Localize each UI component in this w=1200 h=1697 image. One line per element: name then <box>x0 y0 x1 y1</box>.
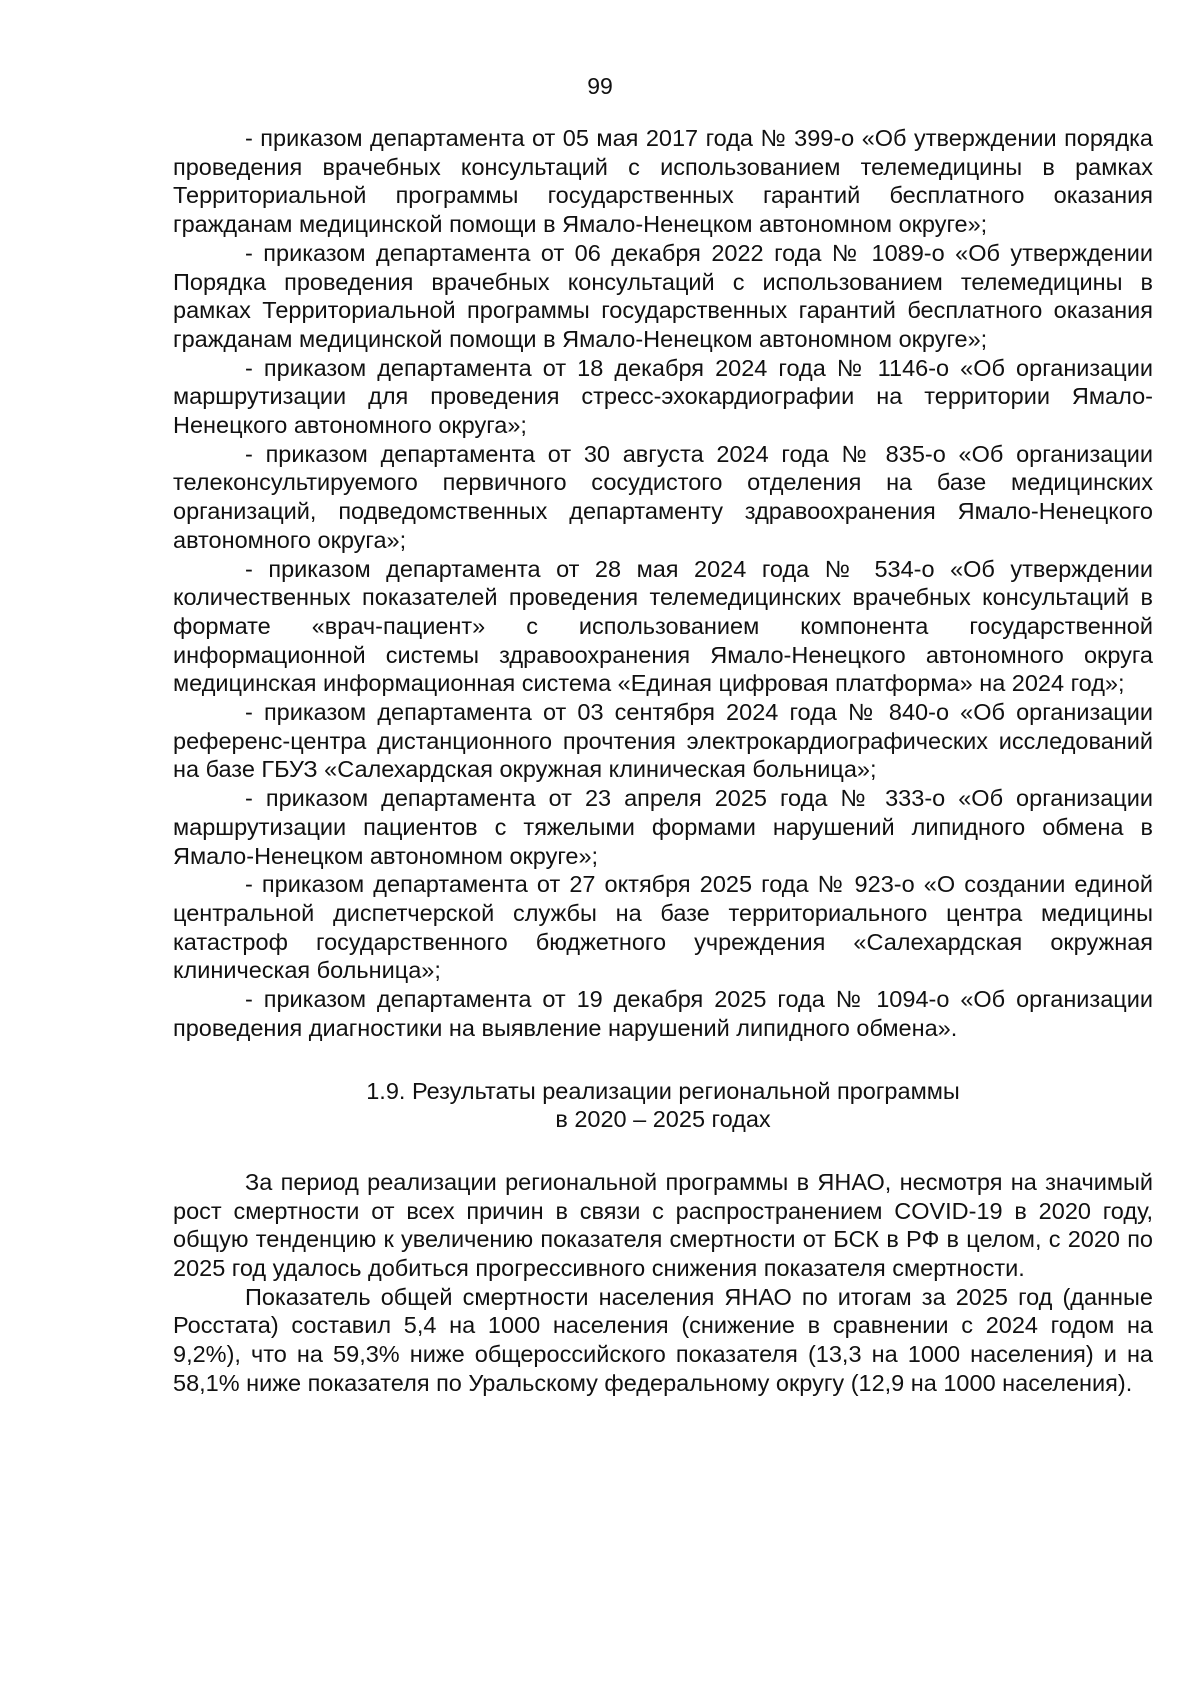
order-item: - приказом департамента от 05 мая 2017 года № 399-о «Об утверждении порядка проведения врачебных консультаций с использованием телемедицины в рамках Территориальной программы государственных гарантий бесплатного оказания гражданам медицинской помощи в Ямало-Ненецком автономном округе»; <box>173 125 1153 238</box>
document-body <box>173 124 1153 1398</box>
section-heading-line2: в 2020 – 2025 годах <box>555 1106 771 1133</box>
order-item: - приказом департамента от 06 декабря 2022 года № 1089-о «Об утверждении Порядка проведения врачебных консультаций с использованием телемедицины в рамках Территориальной программы государственных гарантий бесплатного оказания гражданам медицинской помощи в Ямало-Ненецком автономном округе»; <box>173 239 1153 352</box>
order-item: - приказом департамента от 23 апреля 2025 года № 333-о «Об организации маршрутизации пациентов с тяжелыми формами нарушений липидного обмена в Ямало-Ненецком автономном округе»; <box>173 785 1153 869</box>
order-item: - приказом департамента от 03 сентября 2024 года № 840-о «Об организации референс-центра дистанционного прочтения электрокардиографических исследований на базе ГБУЗ «Салехардская окружная клиническая больница»; <box>173 699 1153 783</box>
section-heading <box>173 1077 1153 1134</box>
body-paragraph: Показатель общей смертности населения ЯНАО по итогам за 2025 год (данные Росстата) составил 5,4 на 1000 населения (снижение в сравнении с 2024 годом на 9,2%), что на 59,3% ниже общероссийского показателя (13,3 на 1000 населения) и на 58,1% ниже показателя по Уральскому федеральному округу (12,9 на 1000 населения). <box>173 1283 1153 1396</box>
order-item: - приказом департамента от 19 декабря 2025 года № 1094-о «Об организации проведения диагностики на выявление нарушений липидного обмена». <box>173 986 1153 1041</box>
order-item: - приказом департамента от 27 октября 2025 года № 923-о «О создании единой центральной диспетчерской службы на базе территориального центра медицины катастроф государственного бюджетного учреждения «Салехардская окружная клиническая больница»; <box>173 871 1153 984</box>
page-number: 99 <box>587 73 613 99</box>
order-item: - приказом департамента от 18 декабря 2024 года № 1146-о «Об организации маршрутизации для проведения стресс-эхокардиографии на территории Ямало-Ненецкого автономного округа»; <box>173 354 1153 439</box>
section-heading-line1: 1.9. Результаты реализации региональной программы <box>366 1077 960 1104</box>
order-item: - приказом департамента от 30 августа 2024 года № 835-о «Об организации телеконсультируемого первичного сосудистого отделения на базе медицинских организаций, подведомственных департаменту здравоохранения Ямало-Ненецкого автономного округа»; <box>173 440 1153 553</box>
order-item: - приказом департамента от 28 мая 2024 года № 534-о «Об утверждении количественных показателей проведения телемедицинских врачебных консультаций в формате «врач-пациент» с использованием компонента государственной информационной системы здравоохранения Ямало-Ненецкого автономного округа медицинская информационная система «Единая цифровая платформа» на 2024 год»; <box>173 555 1153 697</box>
body-paragraph: За период реализации региональной программы в ЯНАО, несмотря на значимый рост смертности от всех причин в связи с распространением COVID-19 в 2020 году, общую тенденцию к увеличению показателя смертности от БСК в РФ в целом, с 2020 по 2025 год удалось добиться прогрессивного снижения показателя смертности. <box>173 1168 1153 1282</box>
section-gap <box>173 1134 1153 1168</box>
